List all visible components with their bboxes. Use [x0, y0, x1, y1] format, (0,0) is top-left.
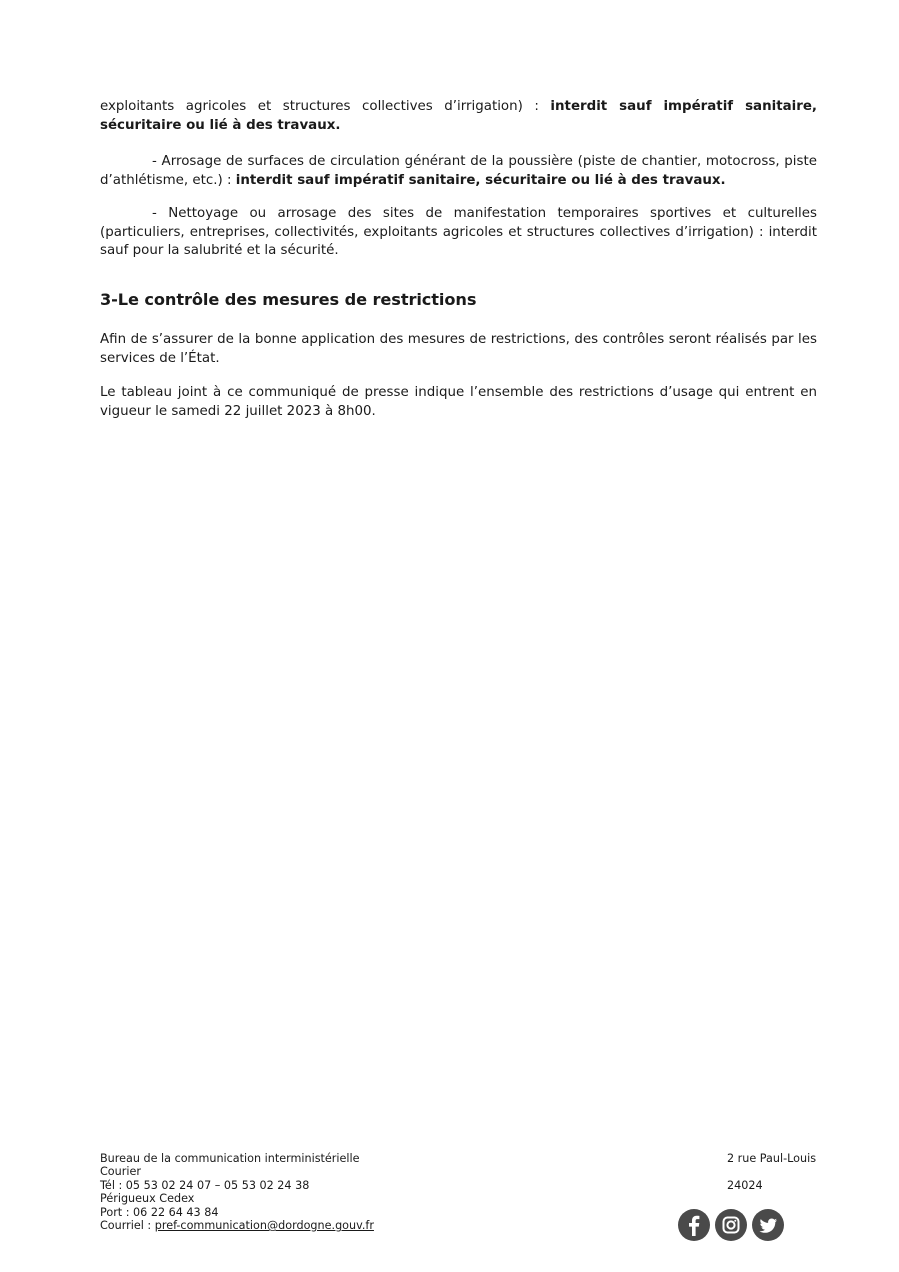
footer-mobile: Port : 06 22 64 43 84: [100, 1205, 219, 1219]
paragraph-irrigation-restriction: exploitants agricoles et structures collectives d’irrigation) : interdit sauf impératif sanitaire, sécuritaire ou lié à des travaux.: [100, 99, 817, 133]
footer-email-line: Courriel : pref-communication@dordogne.gouv.fr: [100, 1219, 374, 1233]
paragraph-table-note: Le tableau joint à ce communiqué de presse indique l’ensemble des restrictions d’usage qui entrent en vigueur le samedi 22 juillet 2023 à 8h00.: [100, 385, 817, 419]
footer-bureau: Bureau de la communication interministérielle: [100, 1152, 360, 1165]
footer-city: Périgueux Cedex: [100, 1192, 195, 1206]
section-heading: 3-Le contrôle des mesures de restrictions: [100, 290, 477, 309]
footer-contact: [100, 1152, 374, 1232]
email-link[interactable]: pref-communication@dordogne.gouv.fr: [154, 1219, 374, 1233]
instagram-glyph: [715, 1209, 747, 1241]
facebook-icon[interactable]: [678, 1209, 710, 1241]
instagram-icon[interactable]: [715, 1209, 747, 1241]
footer-phone: Tél : 05 53 02 24 07 – 05 53 02 24 38: [100, 1178, 310, 1192]
footer-address: 2 rue Paul-Louis: [727, 1152, 817, 1165]
footer-postcode: 24024: [727, 1179, 763, 1192]
paragraph-dust-surfaces: - Arrosage de surfaces de circulation générant de la poussière (piste de chantier, motocross, piste d’athlétisme, etc.) : interdit sauf impératif sanitaire, sécuritaire ou lié à des travaux.: [100, 154, 817, 188]
paragraph-event-sites: - Nettoyage ou arrosage des sites de manifestation temporaires sportives et culturelles (particuliers, entreprises, collectivités, exploitants agricoles et structures collectives d’irrigation) : interdit sauf pour la salubrité et la sécurité.: [100, 206, 817, 258]
footer-courier: Courier: [100, 1165, 141, 1179]
twitter-icon[interactable]: [752, 1209, 784, 1241]
paragraph-controls: Afin de s’assurer de la bonne application des mesures de restrictions, des contrôles seront réalisés par les services de l’État.: [100, 332, 817, 366]
facebook-glyph: [678, 1209, 710, 1241]
twitter-glyph: [752, 1209, 784, 1241]
